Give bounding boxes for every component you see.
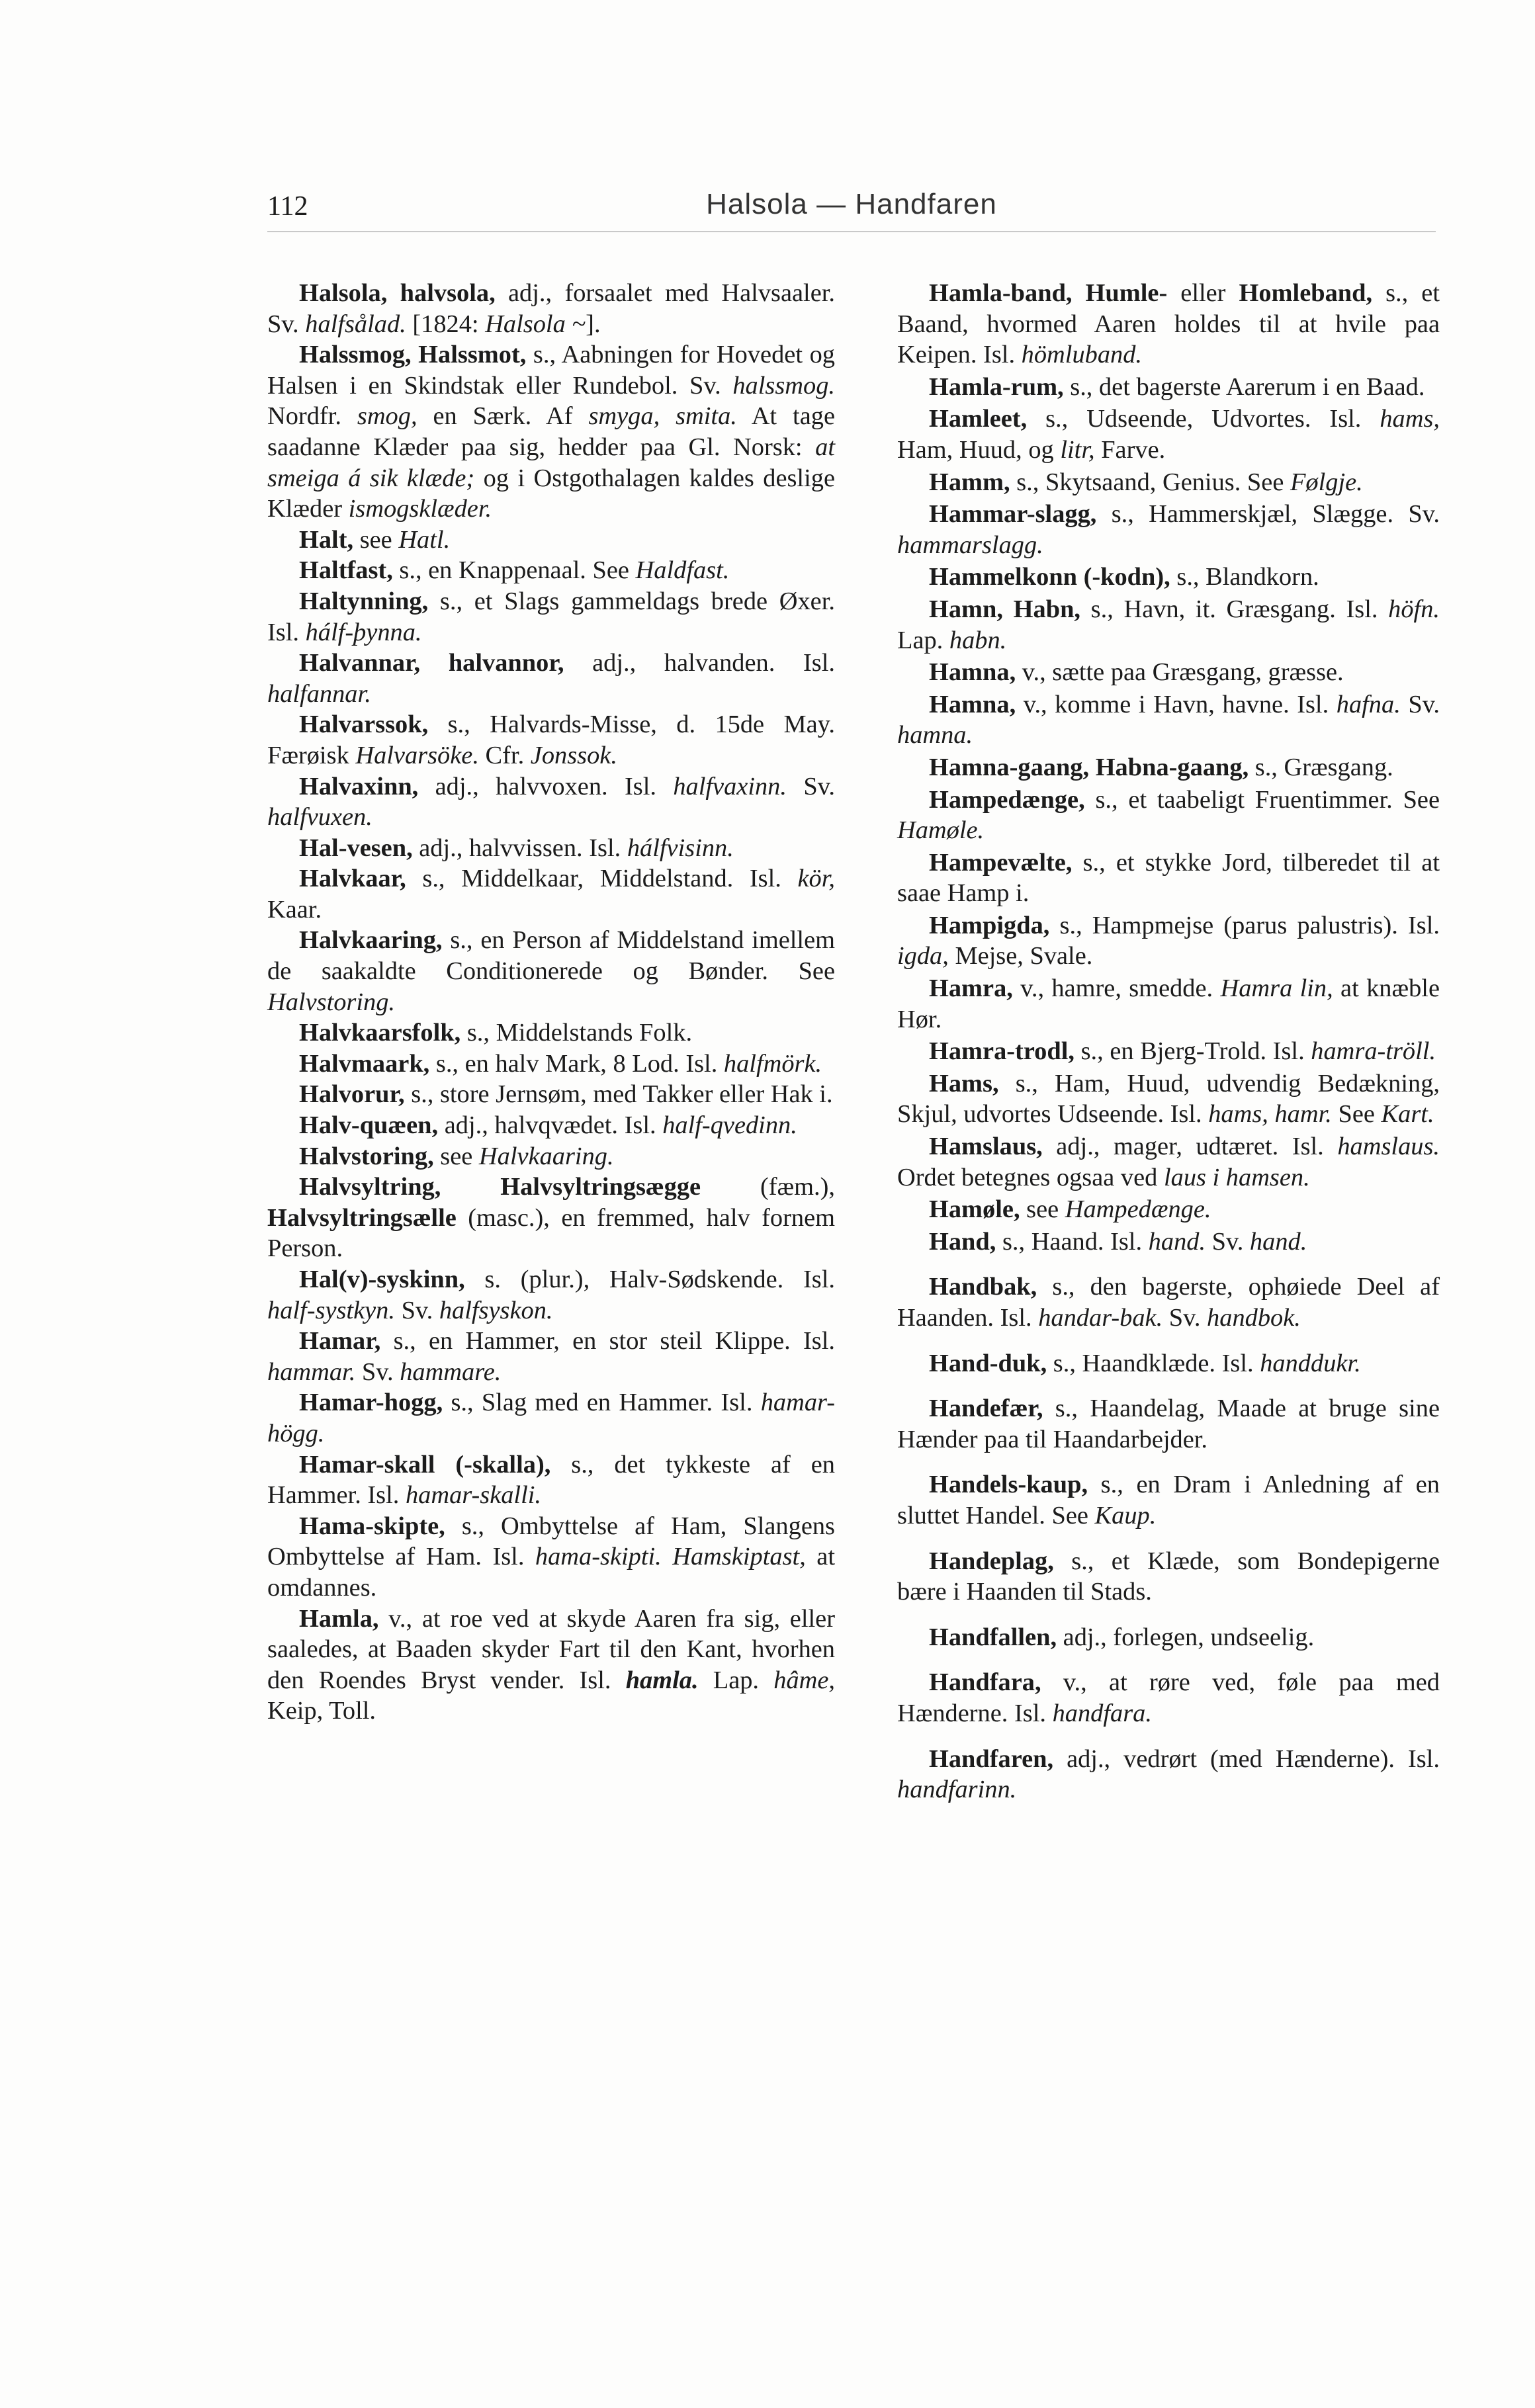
entry-definition: Sv. bbox=[394, 1296, 439, 1324]
entry-definition: adj., vedrørt (med Hænderne). Isl. bbox=[1053, 1744, 1440, 1773]
entry-citation: kör, bbox=[797, 865, 835, 893]
entry-citation: hamslaus. bbox=[1337, 1133, 1440, 1161]
entry-citation: halssmog. bbox=[732, 371, 835, 400]
entry-definition: Nordfr. bbox=[267, 402, 357, 431]
dictionary-entry bbox=[897, 1744, 1440, 1805]
entry-citation: halfmörk. bbox=[723, 1049, 822, 1078]
dictionary-entry bbox=[897, 1393, 1440, 1455]
dictionary-entry bbox=[267, 278, 835, 339]
entry-headword: Hamna, bbox=[929, 658, 1016, 687]
entry-headword: Hamar-hogg, bbox=[299, 1389, 443, 1417]
entry-citation: hamar-skalli. bbox=[405, 1481, 542, 1510]
entry-definition: see bbox=[1020, 1195, 1065, 1224]
entry-headword: Hamna-gaang, Habna-gaang, bbox=[929, 753, 1249, 781]
dictionary-entry bbox=[897, 1194, 1440, 1225]
entry-definition: en Særk. Af bbox=[417, 402, 589, 431]
entry-headword: Handels-kaup, bbox=[929, 1471, 1088, 1499]
entry-citation: hálfvisinn. bbox=[627, 834, 734, 862]
entry-definition: s., det bagerste Aarerum i en Baad. bbox=[1063, 372, 1425, 401]
entry-headword: Halvmaark, bbox=[299, 1049, 430, 1078]
dictionary-entry bbox=[267, 925, 835, 1017]
entry-headword: Handefær, bbox=[929, 1395, 1043, 1423]
entry-citation: handfarinn. bbox=[897, 1776, 1017, 1804]
entry-citation: half-systkyn. bbox=[267, 1296, 395, 1324]
dictionary-entry bbox=[897, 499, 1440, 560]
entry-headword: Hamra-trodl, bbox=[929, 1037, 1074, 1066]
entry-definition: Kaar. bbox=[267, 895, 322, 924]
dictionary-entry bbox=[897, 1068, 1440, 1130]
entry-headword: Handfallen, bbox=[929, 1623, 1057, 1651]
entry-citation: höfn. bbox=[1388, 595, 1440, 623]
entry-definition: s., den bagerste, ophøiede Deel af Haanden. Isl. bbox=[897, 1273, 1440, 1332]
entry-definition: adj., forlegen, undseelig. bbox=[1057, 1623, 1315, 1651]
dictionary-entry bbox=[897, 467, 1440, 498]
entry-headword: Halvannar, halvannor, bbox=[299, 649, 564, 677]
entry-citation: half-qvedinn. bbox=[662, 1111, 797, 1140]
dictionary-entry bbox=[897, 785, 1440, 846]
entry-citation: hálf-þynna. bbox=[305, 618, 422, 646]
entry-headword: Halvstoring, bbox=[299, 1142, 434, 1170]
dictionary-entry bbox=[897, 973, 1440, 1035]
entry-definition: s., Blandkorn. bbox=[1170, 563, 1319, 591]
entry-headword: Handbak, bbox=[929, 1273, 1037, 1301]
entry-definition: s., Ham, Huud, udvendig Bedækning, Skjul, udvortes Udseende. Isl. bbox=[897, 1069, 1440, 1129]
entry-headword: Hamna, bbox=[929, 690, 1016, 718]
entry-headword: Hampedænge, bbox=[929, 785, 1085, 814]
entry-headword: Halvorur, bbox=[299, 1080, 405, 1109]
entry-citation: smyga, smita. bbox=[588, 402, 737, 431]
entry-citation: Jonssok. bbox=[530, 741, 617, 769]
dictionary-entry bbox=[897, 1469, 1440, 1531]
entry-citation: hömluband. bbox=[1021, 341, 1143, 369]
entry-definition: see bbox=[433, 1142, 479, 1170]
entry-definition: s., Hampmejse (parus palustris). Isl. bbox=[1049, 911, 1440, 939]
dictionary-entry bbox=[897, 372, 1440, 403]
entry-citation: litr, bbox=[1060, 435, 1095, 464]
entry-definition: Keip, Toll. bbox=[267, 1697, 376, 1725]
entry-definition: v., hamre, smedde. bbox=[1012, 974, 1221, 1003]
entry-headword: Hammar-slagg, bbox=[929, 500, 1097, 529]
entry-headword: Halssmog, Halssmot, bbox=[299, 341, 527, 369]
dictionary-entry bbox=[267, 1264, 835, 1326]
entry-definition: s., Hammerskjæl, Slægge. Sv. bbox=[1096, 500, 1440, 529]
entry-citation: igda, bbox=[897, 942, 949, 970]
entry-definition: Sv. bbox=[1206, 1227, 1250, 1256]
entry-citation: ismogsklæder. bbox=[348, 495, 492, 523]
dictionary-entry bbox=[267, 586, 835, 648]
dictionary-entry bbox=[267, 1511, 835, 1604]
entry-definition: s., store Jernsøm, med Takker eller Hak i. bbox=[404, 1080, 833, 1109]
dictionary-entry bbox=[267, 771, 835, 833]
entry-definition: s., en Dram i Anledning af en sluttet Handel. See bbox=[897, 1471, 1440, 1529]
entry-headword: Halvkaarsfolk, bbox=[299, 1019, 461, 1047]
entry-definition: Sv. bbox=[355, 1357, 400, 1386]
entry-definition: s., Haandklæde. Isl. bbox=[1047, 1349, 1260, 1377]
entry-definition: Lap. bbox=[698, 1666, 774, 1694]
entry-citation: halfannar. bbox=[267, 679, 371, 708]
entry-headword: Hamla-band, Humle- bbox=[929, 279, 1168, 307]
entry-citation: hammar. bbox=[267, 1357, 356, 1386]
entry-definition: adj., halvvoxen. Isl. bbox=[418, 772, 674, 800]
entry-headword: Hamn, Habn, bbox=[929, 595, 1081, 623]
entry-citation: smog, bbox=[357, 402, 417, 431]
entry-headword: Halvarssok, bbox=[299, 710, 429, 739]
dictionary-entry bbox=[897, 404, 1440, 465]
entry-definition: Ham, Huud, og bbox=[897, 435, 1061, 464]
entry-headword: Hal-vesen, bbox=[299, 834, 413, 862]
entry-citation: hand. bbox=[1249, 1227, 1307, 1256]
entry-citation: hams, bbox=[1380, 405, 1440, 433]
entry-headword: Hamslaus, bbox=[929, 1133, 1043, 1161]
dictionary-entry bbox=[897, 594, 1440, 656]
entry-definition: Cfr. bbox=[478, 741, 531, 769]
entry-definition: v., at røre ved, føle paa med Hænderne. Isl. bbox=[897, 1668, 1440, 1727]
entry-citation: hammare. bbox=[400, 1357, 502, 1386]
entry-headword-variant: Homleband, bbox=[1239, 279, 1373, 307]
entry-headword: Hams, bbox=[929, 1069, 999, 1097]
entry-definition: at knæble Hør. bbox=[897, 974, 1440, 1033]
entry-definition: Mejse, Svale. bbox=[948, 942, 1093, 970]
page-header bbox=[267, 185, 1436, 232]
dictionary-entry bbox=[267, 863, 835, 925]
entry-headword: Handfara, bbox=[929, 1668, 1041, 1697]
entry-headword: Hamar-skall (-skalla), bbox=[299, 1450, 551, 1479]
entry-citation: halfsyskon. bbox=[439, 1296, 553, 1324]
entry-citation: hamna. bbox=[897, 721, 973, 750]
entry-citation: hand. bbox=[1148, 1227, 1206, 1256]
dictionary-entry bbox=[897, 1226, 1440, 1258]
entry-definition: Sv. bbox=[1162, 1304, 1207, 1332]
entry-definition: Farve. bbox=[1094, 435, 1166, 464]
entry-definition: Lap. bbox=[897, 626, 949, 654]
entry-citation: Hampedænge. bbox=[1065, 1195, 1211, 1224]
entry-headword: Hampevælte, bbox=[929, 848, 1073, 877]
entry-definition: s., Middelstands Folk. bbox=[460, 1019, 693, 1047]
entry-definition: at omdannes. bbox=[267, 1543, 835, 1602]
entry-definition: s., det tykkeste af en Hammer. Isl. bbox=[267, 1450, 835, 1510]
dictionary-entry bbox=[897, 1036, 1440, 1067]
dictionary-entry bbox=[267, 525, 835, 556]
dictionary-entry bbox=[267, 833, 835, 864]
entry-headword: Hamra, bbox=[929, 974, 1013, 1003]
entry-headword: Halv-quæen, bbox=[299, 1111, 439, 1140]
entry-definition: s., Græsgang. bbox=[1249, 753, 1393, 781]
entry-definition: s., Skytsaand, Genius. See bbox=[1010, 468, 1290, 496]
entry-headword: Hand-duk, bbox=[929, 1349, 1047, 1377]
entry-definition: eller bbox=[1167, 279, 1239, 307]
entry-definition: og i Ostgothalagen kaldes deslige Klæder bbox=[267, 464, 835, 523]
entry-citation: halfsålad. bbox=[305, 310, 406, 338]
entry-definition: (masc.), en fremmed, halv fornem Person. bbox=[267, 1203, 835, 1263]
entry-definition: ]. bbox=[586, 310, 601, 338]
entry-definition: s., Middelkaar, Middelstand. Isl. bbox=[406, 865, 798, 893]
entry-headword: Halt, bbox=[299, 525, 354, 554]
entry-headword: Hammelkonn (-kodn), bbox=[929, 563, 1170, 591]
entry-definition: s., et stykke Jord, tilberedet til at saae Hamp i. bbox=[897, 848, 1440, 908]
entry-citation: Hatl. bbox=[398, 525, 451, 554]
entry-headword: Hamøle, bbox=[929, 1195, 1020, 1224]
dictionary-entry bbox=[897, 752, 1440, 783]
entry-headword: Hampigda, bbox=[929, 911, 1050, 939]
entry-definition: Ordet betegnes ogsaa ved bbox=[897, 1163, 1164, 1191]
dictionary-entry bbox=[267, 1387, 835, 1449]
entry-citation: handar-bak. bbox=[1038, 1304, 1163, 1332]
entry-definition bbox=[662, 1543, 672, 1570]
dictionary-entry bbox=[267, 1172, 835, 1264]
dictionary-entry bbox=[897, 562, 1440, 593]
entry-definition: See bbox=[1331, 1100, 1382, 1129]
entry-definition: s., et taabeligt Fruentimmer. See bbox=[1084, 785, 1440, 814]
dictionary-entry bbox=[897, 1131, 1440, 1193]
dictionary-entry bbox=[267, 1141, 835, 1172]
running-head: Halsola — Handfaren bbox=[706, 188, 997, 220]
entry-definition: s., en Bjerg-Trold. Isl. bbox=[1074, 1037, 1311, 1066]
page-number: 112 bbox=[267, 191, 308, 222]
entry-headword-variant: Halvsyltringsælle bbox=[267, 1203, 457, 1232]
entry-citation: Halvkaaring. bbox=[478, 1142, 614, 1170]
dictionary-entry bbox=[267, 555, 835, 586]
dictionary-entry bbox=[267, 1110, 835, 1141]
dictionary-entry bbox=[267, 1604, 835, 1727]
entry-definition: s., en Person af Middelstand imellem de saakaldte Conditionerede og Bønder. See bbox=[267, 926, 835, 986]
entry-citation: halfvaxinn. bbox=[673, 772, 787, 800]
dictionary-entry bbox=[267, 339, 835, 525]
entry-headword: Hamla-rum, bbox=[929, 372, 1064, 401]
entry-headword: Haltfast, bbox=[299, 556, 393, 585]
entry-citation: hammarslagg. bbox=[897, 531, 1043, 559]
entry-headword: Halvsyltring, Halvsyltringsægge bbox=[299, 1173, 701, 1201]
entry-definition: see bbox=[353, 525, 399, 554]
entry-citation: handbok. bbox=[1207, 1304, 1301, 1332]
dictionary-entry bbox=[897, 910, 1440, 972]
dictionary-entry bbox=[267, 1017, 835, 1049]
entry-citation: Halvstoring. bbox=[267, 988, 396, 1016]
entry-definition: At tage saadanne Klæder paa sig, hedder paa Gl. Norsk: bbox=[267, 402, 835, 461]
entry-definition: s., Halvards-Misse, d. 15de May. Færøisk bbox=[267, 710, 835, 769]
entry-citation: Halvarsöke. bbox=[355, 741, 479, 769]
entry-citation: at smeiga á sik klæde; bbox=[267, 433, 835, 492]
entry-definition: s., Udseende, Udvortes. Isl. bbox=[1027, 405, 1380, 433]
entry-definition: s., et Slags gammeldags brede Øxer. Isl. bbox=[267, 587, 835, 646]
entry-definition: adj., forsaalet med Halvsaaler. Sv. bbox=[267, 279, 835, 338]
entry-definition: v., komme i Havn, havne. Isl. bbox=[1016, 690, 1337, 718]
dictionary-entry bbox=[267, 1326, 835, 1387]
entry-definition: s., et Baand, hvormed Aaren holdes til at hvile paa Keipen. Isl. bbox=[897, 279, 1440, 369]
entry-headword: Halsola, halvsola, bbox=[299, 279, 496, 307]
entry-citation: Hamskiptast, bbox=[672, 1543, 806, 1571]
entry-citation: hafna. bbox=[1336, 690, 1401, 718]
entry-headword: Halvkaar, bbox=[299, 865, 406, 893]
dictionary-entry bbox=[897, 1622, 1440, 1653]
entry-citation: hamla. bbox=[625, 1666, 699, 1694]
entry-citation: hâme, bbox=[773, 1666, 835, 1694]
entry-citation: Hamra lin, bbox=[1220, 974, 1333, 1003]
entry-headword: Hand, bbox=[929, 1227, 996, 1256]
entry-definition: [1824: bbox=[406, 310, 486, 338]
entry-definition: s., et Klæde, som Bondepigerne bære i Haanden til Stads. bbox=[897, 1547, 1440, 1606]
entry-definition: s., en halv Mark, 8 Lod. Isl. bbox=[429, 1049, 724, 1078]
entry-citation: hamar-högg. bbox=[267, 1389, 835, 1447]
right-column bbox=[897, 278, 1440, 1807]
entry-citation: Hamøle. bbox=[897, 816, 985, 845]
entry-headword: Haltynning, bbox=[299, 587, 429, 615]
entry-citation: Følgje. bbox=[1290, 468, 1363, 496]
entry-citation: hamra-tröll. bbox=[1311, 1037, 1436, 1066]
entry-citation: Halsola ~ bbox=[485, 310, 586, 338]
entry-headword: Handfaren, bbox=[929, 1744, 1054, 1773]
dictionary-entry bbox=[897, 1546, 1440, 1608]
dictionary-entry bbox=[897, 1348, 1440, 1379]
entry-citation: halfvuxen. bbox=[267, 803, 373, 832]
entry-definition: v., sætte paa Græsgang, græsse. bbox=[1016, 658, 1344, 687]
entry-headword: Hamleet, bbox=[929, 405, 1028, 433]
entry-definition: v., at roe ved at skyde Aaren fra sig, eller saaledes, at Baaden skyder Fart til den Kant, hvorhen den Roendes Bryst vender. Isl. bbox=[267, 1604, 835, 1694]
entry-definition: adj., halvanden. Isl. bbox=[564, 649, 835, 677]
dictionary-entry bbox=[267, 1049, 835, 1080]
entry-definition: s., Ombyttelse af Ham, Slangens Ombyttelse af Ham. Isl. bbox=[267, 1512, 835, 1571]
dictionary-entry bbox=[897, 1271, 1440, 1333]
left-column bbox=[267, 278, 835, 1727]
entry-definition: s., Havn, it. Græsgang. Isl. bbox=[1080, 595, 1389, 623]
entry-headword: Hama-skipte, bbox=[299, 1512, 445, 1540]
entry-citation: handfara. bbox=[1052, 1699, 1152, 1727]
entry-headword: Handeplag, bbox=[929, 1547, 1054, 1575]
entry-headword: Halvaxinn, bbox=[299, 772, 419, 800]
entry-headword: Hamar, bbox=[299, 1327, 381, 1355]
entry-headword: Hamla, bbox=[299, 1604, 379, 1633]
entry-definition: adj., halvqvædet. Isl. bbox=[438, 1111, 663, 1140]
entry-citation: hama-skipti. bbox=[535, 1543, 662, 1571]
entry-definition: s., Slag med en Hammer. Isl. bbox=[443, 1389, 761, 1417]
entry-citation: handdukr. bbox=[1260, 1349, 1361, 1377]
entry-definition: Sv. bbox=[1400, 690, 1440, 718]
entry-citation: Haldfast. bbox=[635, 556, 730, 585]
entry-citation: Kaup. bbox=[1094, 1501, 1157, 1529]
entry-headword: Hal(v)-syskinn, bbox=[299, 1266, 465, 1293]
entry-citation: Kart. bbox=[1381, 1100, 1434, 1129]
dictionary-entry bbox=[267, 648, 835, 709]
dictionary-entry bbox=[267, 709, 835, 771]
entry-citation: hams, hamr. bbox=[1208, 1100, 1332, 1129]
entry-citation: laus i hamsen. bbox=[1163, 1163, 1310, 1191]
entry-definition: s., en Knappenaal. See bbox=[392, 556, 636, 585]
entry-definition: s., en Hammer, en stor steil Klippe. Isl. bbox=[380, 1327, 835, 1355]
entry-citation: habn. bbox=[949, 626, 1007, 654]
entry-definition: s., Haand. Isl. bbox=[996, 1227, 1149, 1256]
entry-definition: (fæm.), bbox=[701, 1173, 835, 1201]
dictionary-entry bbox=[897, 689, 1440, 751]
entry-definition: adj., mager, udtæret. Isl. bbox=[1042, 1133, 1338, 1161]
entry-definition: s. (plur.), Halv-Sødskende. Isl. bbox=[464, 1266, 835, 1293]
dictionary-entry bbox=[897, 1667, 1440, 1729]
dictionary-entry bbox=[267, 1449, 835, 1511]
dictionary-entry bbox=[267, 1079, 835, 1110]
entry-headword: Hamm, bbox=[929, 468, 1010, 496]
dictionary-entry bbox=[897, 278, 1440, 370]
dictionary-entry bbox=[897, 847, 1440, 909]
entry-definition: s., Aabningen for Hovedet og Halsen i en Skindstak eller Rundebol. Sv. bbox=[267, 341, 835, 400]
entry-definition: Sv. bbox=[786, 772, 835, 800]
entry-headword: Halvkaaring, bbox=[299, 926, 443, 955]
entry-definition: s., Haandelag, Maade at bruge sine Hænder paa til Haandarbejder. bbox=[897, 1395, 1440, 1453]
dictionary-entry bbox=[897, 657, 1440, 688]
entry-definition: adj., halvvissen. Isl. bbox=[412, 834, 627, 862]
